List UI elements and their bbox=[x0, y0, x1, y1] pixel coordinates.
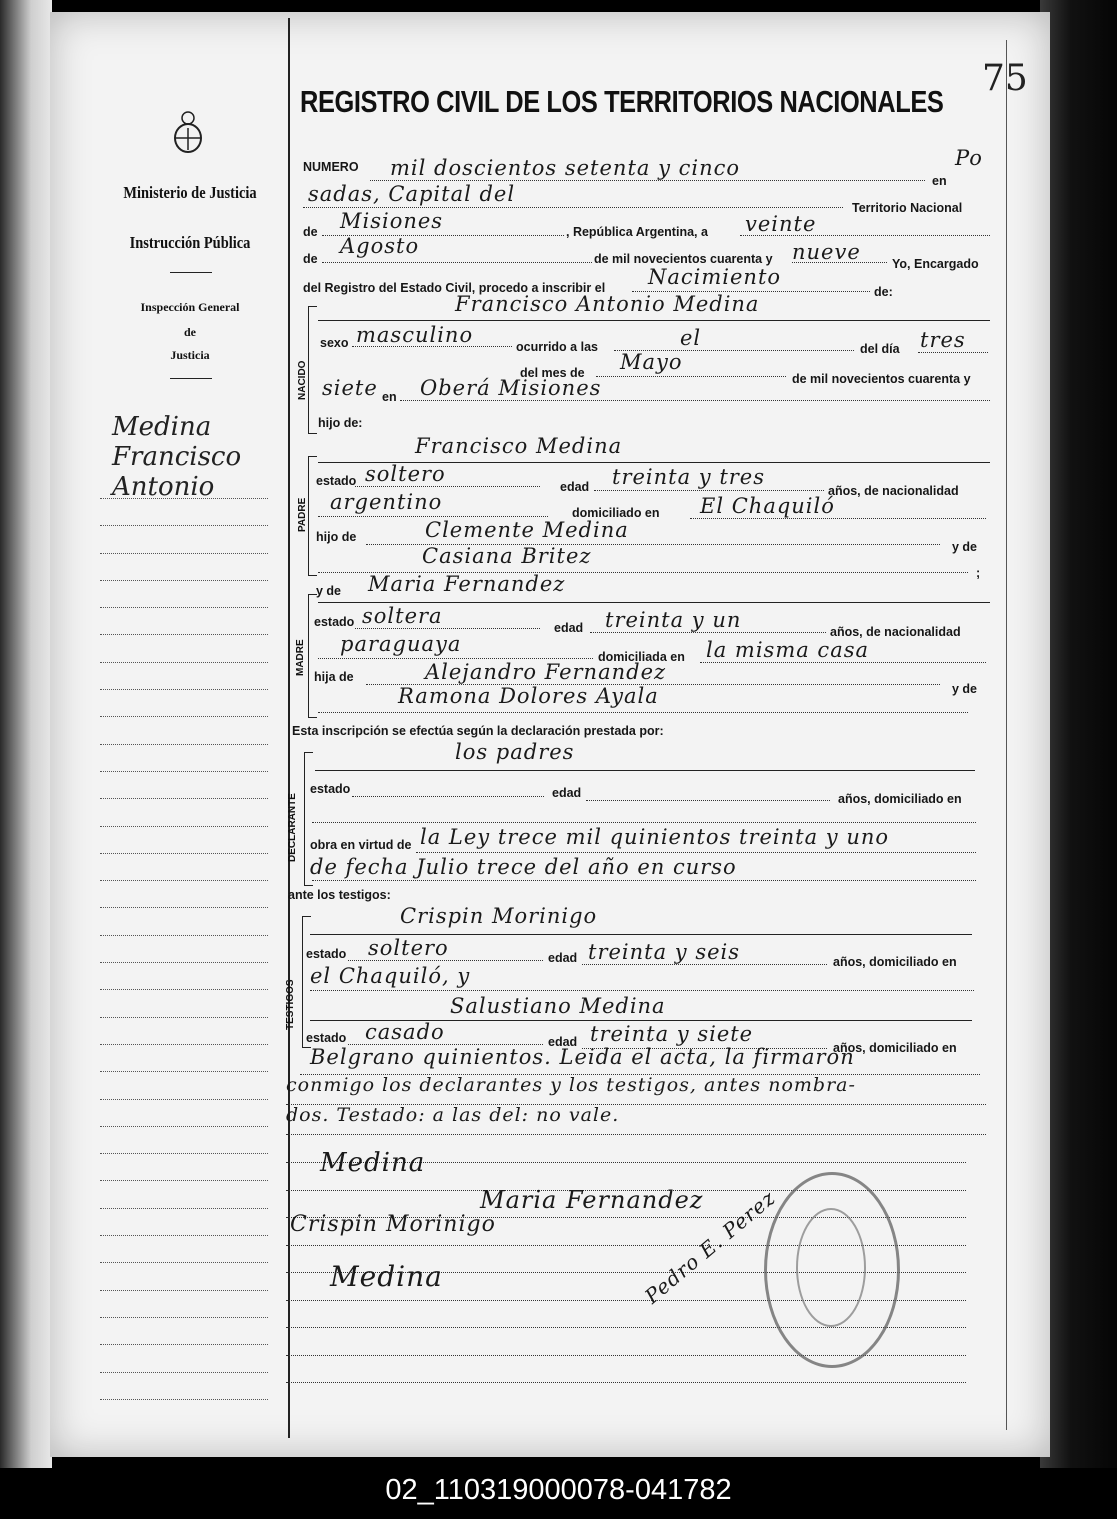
label-de-colon: de: bbox=[874, 285, 893, 299]
entry-dia: veinte bbox=[745, 212, 817, 236]
entry-madre-madre: Ramona Dolores Ayala bbox=[398, 684, 659, 708]
margin-ruled-line bbox=[100, 880, 268, 881]
entry-acto: Nacimiento bbox=[648, 265, 782, 289]
left-page-edge bbox=[0, 0, 52, 1468]
label-padre-y-de: y de bbox=[952, 540, 978, 554]
entry-madre-domicilio: la misma casa bbox=[706, 638, 870, 662]
label-yo-encargado: Yo, Encargado bbox=[892, 257, 979, 271]
label-madre-estado: estado bbox=[314, 615, 355, 629]
label-padre-estado: estado bbox=[316, 474, 357, 488]
label-declarante-edad: edad bbox=[552, 786, 582, 800]
label-inscripcion: Esta inscripción se efectúa según la declaración prestada por: bbox=[292, 724, 664, 738]
label-madre-y-de: y de bbox=[952, 682, 978, 696]
margin-ruled-line bbox=[100, 634, 268, 635]
inspection-line-3: Justicia bbox=[170, 348, 210, 362]
margin-ruled-line bbox=[100, 1071, 268, 1072]
label-semicolon: ; bbox=[976, 566, 981, 580]
label-padre-hijo-de: hijo de bbox=[316, 530, 357, 544]
label-madre-edad: edad bbox=[554, 621, 584, 635]
label-madre-domiciliada: domiciliada en bbox=[598, 650, 685, 664]
entry-lugar-nac: Oberá Misiones bbox=[420, 376, 602, 400]
entry-testigo2-nombre: Salustiano Medina bbox=[450, 994, 666, 1018]
entry-madre-edad: treinta y un bbox=[605, 608, 742, 632]
label-sexo: sexo bbox=[320, 336, 349, 350]
margin-ruled-line bbox=[100, 1235, 268, 1236]
label-del-registro: del Registro del Estado Civil, procedo a inscribir el bbox=[303, 281, 606, 295]
label-testigo1-domicilio: años, domiciliado en bbox=[833, 955, 957, 969]
margin-ruled-line bbox=[100, 662, 268, 663]
entry-hora: el bbox=[680, 326, 702, 350]
margin-ruled-line bbox=[100, 826, 268, 827]
label-padre-edad: edad bbox=[560, 480, 590, 494]
label-madre-hija-de: hija de bbox=[314, 670, 354, 684]
label-en-lugar: en bbox=[382, 390, 397, 404]
entry-madre-padre: Alejandro Fernandez bbox=[425, 660, 667, 684]
entry-ley-1: la Ley trece mil quinientos treinta y uno bbox=[420, 825, 890, 849]
margin-ruled-line bbox=[100, 1044, 268, 1045]
margin-ruled-line bbox=[100, 580, 268, 581]
margin-ruled-line bbox=[100, 1344, 268, 1345]
label-de-2: de bbox=[303, 252, 318, 266]
label-declarante-domicilio: años, domiciliado en bbox=[838, 792, 962, 806]
nacido-bracket bbox=[308, 306, 317, 434]
margin-ruled-line bbox=[100, 989, 268, 990]
label-de-mil-y: de mil novecientos cuarenta y bbox=[792, 372, 971, 386]
label-madre: MADRE bbox=[295, 639, 306, 676]
entry-testigo1-edad: treinta y seis bbox=[588, 940, 741, 964]
margin-ruled-line bbox=[100, 798, 268, 799]
margin-surname: Medina bbox=[112, 412, 212, 442]
entry-padre-estado: soltero bbox=[365, 462, 446, 486]
label-y-de: y de bbox=[316, 584, 342, 598]
margin-ruled-line bbox=[100, 689, 268, 690]
entry-padre-padre: Clemente Medina bbox=[425, 518, 629, 542]
margin-ruled-line bbox=[100, 1372, 268, 1373]
entry-nombre: Francisco Antonio Medina bbox=[455, 292, 760, 316]
margin-ruled-line bbox=[100, 498, 268, 499]
label-testigo2-domicilio: años, domiciliado en bbox=[833, 1041, 957, 1055]
inspection-rule bbox=[170, 378, 212, 379]
label-en: en bbox=[932, 174, 947, 188]
label-obra-virtud: obra en virtud de bbox=[310, 838, 412, 852]
entry-padre-madre: Casiana Britez bbox=[422, 544, 592, 568]
entry-declarante: los padres bbox=[455, 740, 575, 764]
margin-ruled-line bbox=[100, 962, 268, 963]
margin-ruled-line bbox=[100, 1317, 268, 1318]
entry-ley-2: de fecha Julio trece del año en curso bbox=[310, 855, 737, 879]
entry-testigo1-estado: soltero bbox=[368, 936, 449, 960]
margin-ruled-line bbox=[100, 1262, 268, 1263]
entry-padre-nacionalidad: argentino bbox=[330, 490, 443, 514]
label-testigo1-estado: estado bbox=[306, 947, 347, 961]
entry-padre-domicilio: El Chaquiló bbox=[700, 494, 835, 518]
entry-padre-edad: treinta y tres bbox=[612, 465, 766, 489]
label-madre-nacionalidad: años, de nacionalidad bbox=[830, 625, 961, 639]
entry-anio-nac: siete bbox=[322, 376, 378, 400]
margin-ruled-line bbox=[100, 1126, 268, 1127]
page-title: REGISTRO CIVIL DE LOS TERRITORIOS NACIONALES bbox=[300, 84, 944, 119]
entry-cierre-3: dos. Testado: a las del: no vale. bbox=[286, 1104, 620, 1126]
label-republica: , República Argentina, a bbox=[566, 225, 708, 239]
entry-cierre-2: conmigo los declarantes y los testigos, antes nombra- bbox=[286, 1074, 856, 1096]
signature-5: Pedro E. Perez bbox=[640, 1185, 781, 1309]
madre-bracket bbox=[308, 594, 317, 718]
margin-ruled-line bbox=[100, 1099, 268, 1100]
ministry-line-1: Ministerio de Justicia bbox=[123, 183, 257, 202]
entry-mes-nac: Mayo bbox=[620, 350, 683, 374]
entry-cierre-1: Belgrano quinientos. Leida el acta, la firmaron bbox=[310, 1045, 855, 1069]
label-hijo-de: hijo de: bbox=[318, 416, 363, 430]
entry-testigo1-nombre: Crispin Morinigo bbox=[400, 904, 598, 928]
label-nacido: NACIDO bbox=[297, 360, 308, 400]
label-de-1: de bbox=[303, 225, 318, 239]
label-de-mil: de mil novecientos cuarenta y bbox=[594, 252, 773, 266]
margin-ruled-line bbox=[100, 607, 268, 608]
margin-ruled-line bbox=[100, 935, 268, 936]
margin-ruled-line bbox=[100, 716, 268, 717]
label-del-mes: del mes de bbox=[520, 366, 585, 380]
entry-padre-nombre: Francisco Medina bbox=[415, 434, 623, 458]
entry-territorio: Misiones bbox=[340, 209, 444, 233]
label-padre: PADRE bbox=[297, 497, 308, 532]
signature-ruled-line bbox=[286, 1382, 966, 1383]
entry-madre-nombre: Maria Fernandez bbox=[368, 572, 566, 596]
ministry-line-2: Instrucción Pública bbox=[129, 233, 251, 252]
label-padre-domiciliado: domiciliado en bbox=[572, 506, 660, 520]
margin-ruled-line bbox=[100, 853, 268, 854]
label-ante-testigos: ante los testigos: bbox=[288, 888, 391, 902]
footer-image-id: 02_110319000078-041782 bbox=[385, 1474, 732, 1506]
entry-anio: nueve bbox=[792, 240, 861, 264]
signature-2: Maria Fernandez bbox=[480, 1186, 704, 1214]
margin-name bbox=[112, 412, 241, 502]
label-testigo2-estado: estado bbox=[306, 1031, 347, 1045]
margin-ruled-line bbox=[100, 1153, 268, 1154]
entry-numero: mil doscientos setenta y cinco bbox=[390, 156, 741, 180]
label-numero: NUMERO bbox=[303, 160, 359, 174]
margin-ruled-line bbox=[100, 1399, 268, 1400]
ministry-rule bbox=[170, 272, 212, 273]
margin-ruled-line bbox=[100, 553, 268, 554]
margin-firstname: Francisco bbox=[112, 442, 242, 472]
entry-en-2: sadas, Capital del bbox=[308, 182, 516, 206]
margin-middlename: Antonio bbox=[112, 472, 215, 502]
label-territorio: Territorio Nacional bbox=[852, 201, 963, 215]
margin-ruled-line bbox=[100, 907, 268, 908]
entry-en-1: Po bbox=[955, 146, 983, 170]
signature-3: Crispin Morinigo bbox=[290, 1212, 496, 1237]
margin-ruled-line bbox=[100, 1290, 268, 1291]
entry-testigo2-estado: casado bbox=[365, 1020, 445, 1044]
margin-ruled-line bbox=[100, 744, 268, 745]
entry-madre-nacionalidad: paraguaya bbox=[340, 632, 462, 656]
label-del-dia: del día bbox=[860, 342, 900, 356]
label-testigo2-edad: edad bbox=[548, 1035, 578, 1049]
entry-testigo1-domicilio: el Chaquiló, y bbox=[310, 964, 471, 988]
margin-ruled-line bbox=[100, 1180, 268, 1181]
official-stamp-inner bbox=[796, 1208, 866, 1327]
label-testigo1-edad: edad bbox=[548, 951, 578, 965]
margin-ruled-line bbox=[100, 1017, 268, 1018]
label-testigos: TESTIGOS bbox=[285, 979, 296, 1030]
page-number: 75 bbox=[982, 58, 1028, 99]
label-padre-nacionalidad: años, de nacionalidad bbox=[828, 484, 959, 498]
entry-mes: Agosto bbox=[340, 234, 420, 258]
book-edge bbox=[1040, 0, 1117, 1468]
entry-madre-estado: soltera bbox=[362, 604, 443, 628]
coat-of-arms-icon bbox=[170, 110, 206, 154]
label-declarante-estado: estado bbox=[310, 782, 351, 796]
entry-dia-nac: tres bbox=[920, 328, 966, 352]
entry-testigo2-edad: treinta y siete bbox=[590, 1022, 754, 1046]
label-declarante: DECLARANTE bbox=[287, 793, 298, 862]
margin-ruled-line bbox=[100, 1208, 268, 1209]
margin-ruled-line bbox=[100, 525, 268, 526]
inspection-line-2: de bbox=[184, 325, 196, 339]
inspection-line-1: Inspección General bbox=[140, 300, 240, 314]
right-rule bbox=[1006, 40, 1007, 1430]
signature-1: Medina bbox=[320, 1148, 426, 1178]
label-ocurrido: ocurrido a las bbox=[516, 340, 598, 354]
margin-ruled-line bbox=[100, 771, 268, 772]
signature-4: Medina bbox=[330, 1260, 443, 1293]
entry-sexo: masculino bbox=[356, 323, 474, 347]
